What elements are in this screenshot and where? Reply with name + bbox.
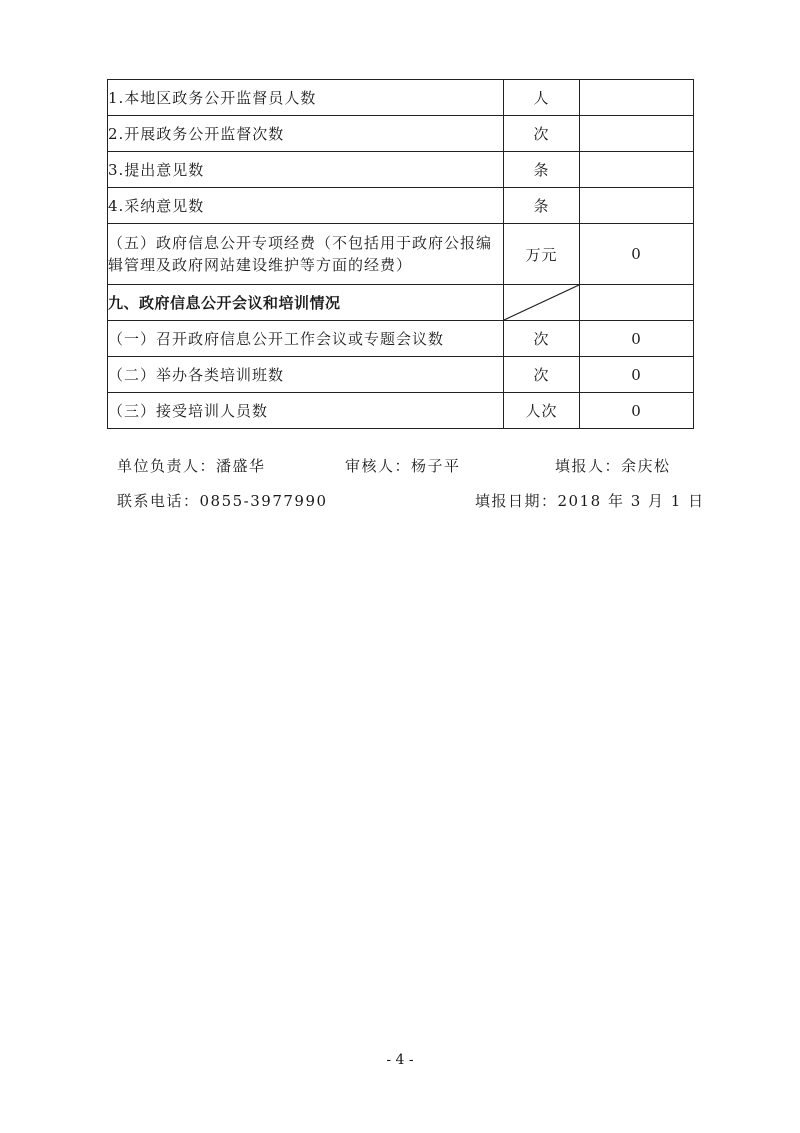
unit-cell: 条 <box>504 152 580 188</box>
unit-cell: 次 <box>504 357 580 393</box>
value-cell <box>580 116 694 152</box>
value-cell <box>580 188 694 224</box>
page-number: - 4 - <box>386 1052 414 1068</box>
value-cell <box>580 80 694 116</box>
item-cell: 2.开展政务公开监督次数 <box>108 116 504 152</box>
item-cell: 1.本地区政务公开监督员人数 <box>108 80 504 116</box>
table-row <box>108 188 694 224</box>
diagonal-line <box>504 285 579 320</box>
filler: 填报人：余庆松 <box>555 457 671 475</box>
item-cell: （五）政府信息公开专项经费（不包括用于政府公报编辑管理及政府网站建设维护等方面的经费） <box>108 224 504 285</box>
unit-cell: 人次 <box>504 393 580 429</box>
contact-phone: 联系电话：0855-3977990 <box>117 492 328 510</box>
unit-cell: 条 <box>504 188 580 224</box>
value-cell: 0 <box>580 357 694 393</box>
value-cell <box>580 285 694 321</box>
diagonal-cell <box>504 285 580 321</box>
table-row <box>108 224 694 285</box>
table-row <box>108 357 694 393</box>
section-heading: 九、政府信息公开会议和培训情况 <box>108 285 504 321</box>
value-cell: 0 <box>580 321 694 357</box>
value-cell <box>580 152 694 188</box>
reviewer: 审核人：杨子平 <box>345 457 461 475</box>
table-row <box>108 152 694 188</box>
unit-cell: 万元 <box>504 224 580 285</box>
item-cell: 3.提出意见数 <box>108 152 504 188</box>
item-cell: （一）召开政府信息公开工作会议或专题会议数 <box>108 321 504 357</box>
table-row <box>108 80 694 116</box>
responsible-person: 单位负责人：潘盛华 <box>117 457 266 475</box>
statistics-table <box>107 79 694 429</box>
fill-date: 填报日期：2018 年 3 月 1 日 <box>475 492 705 510</box>
section-heading-row <box>108 285 694 321</box>
unit-cell: 次 <box>504 321 580 357</box>
table-row <box>108 116 694 152</box>
item-cell: （三）接受培训人员数 <box>108 393 504 429</box>
value-cell: 0 <box>580 393 694 429</box>
table-row <box>108 321 694 357</box>
table-row <box>108 393 694 429</box>
unit-cell: 次 <box>504 116 580 152</box>
item-cell: （二）举办各类培训班数 <box>108 357 504 393</box>
value-cell: 0 <box>580 224 694 285</box>
unit-cell: 人 <box>504 80 580 116</box>
item-cell: 4.采纳意见数 <box>108 188 504 224</box>
